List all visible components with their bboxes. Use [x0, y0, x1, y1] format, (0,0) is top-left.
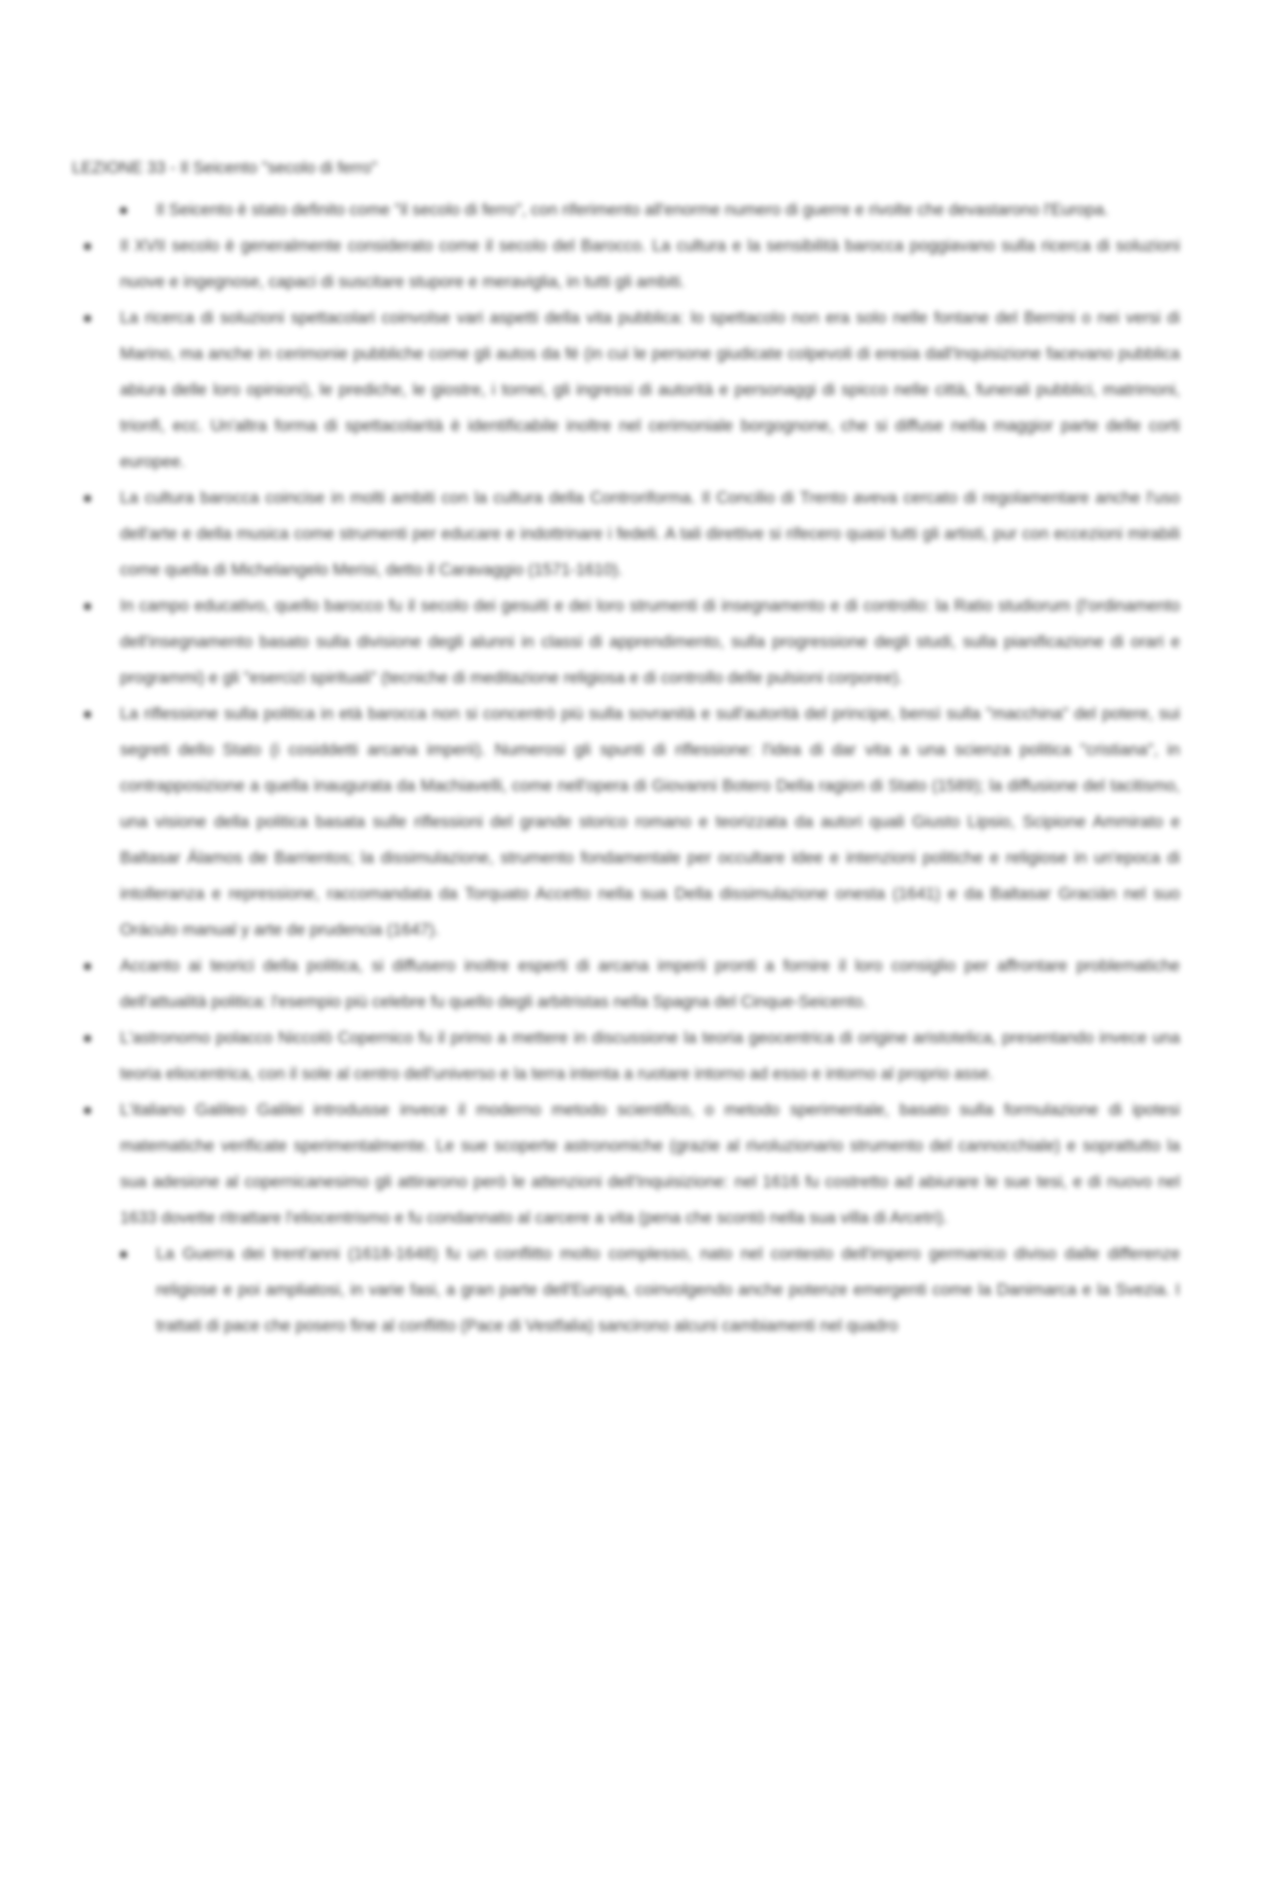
- list-item: In campo educativo, quello barocco fu il secolo dei gesuiti e dei loro strumenti di insegnamento e di controllo: la Ratio studiorum (l'ordinamento dell'insegnamento basato sulla divisione degli alunni in classi di apprendimento, sulla progressione degli studi, sulla pianificazione di orari e programmi) e gli "esercizi spirituali" (tecniche di meditazione religiosa e di controllo delle pulsioni corporee).: [72, 588, 1180, 696]
- list-item: Accanto ai teorici della politica, si diffusero inoltre esperti di arcana imperii pronti a fornire il loro consiglio per affrontare problematiche dell'attualità politica: l'esempio più celebre fu quello degli arbitristas nella Spagna del Cinque-Seicento.: [72, 948, 1180, 1020]
- lesson-heading: LEZIONE 33 - Il Seicento "secolo di ferro": [72, 159, 378, 177]
- list-item: Il XVII secolo è generalmente considerato come il secolo del Barocco. La cultura e la sensibilità barocca poggiavano sulla ricerca di soluzioni nuove e ingegnose, capaci di suscitare stupore e meraviglia, in tutti gli ambiti.: [72, 228, 1180, 300]
- list-item: La riflessione sulla politica in età barocca non si concentrò più sulla sovranità e sull'autorità del principe, bensì sulla "macchina" del potere, sui segreti dello Stato (i cosiddetti arcana imperii). Numerosi gli spunti di riflessione: l'idea di dar vita a una scienza politica "cristiana", in contrapposizione a quella inaugurata da Machiavelli, come nell'opera di Giovanni Botero Della ragion di Stato (1589); la diffusione del tacitismo, una visione della politica basata sulle riflessioni del grande storico romano e teorizzata da autori quali Giusto Lipsio, Scipione Ammirato e Baltasar Álamos de Barrientos; la dissimulazione, strumento fondamentale per occultare idee e intenzioni politiche e religiose in un'epoca di intolleranza e repressione, raccomandata da Torquato Accetto nella sua Della dissimulazione onesta (1641) e da Baltasar Gracián nel suo Oráculo manual y arte de prudencia (1647).: [72, 696, 1180, 948]
- list-item: La Guerra dei trent'anni (1618-1648) fu un conflitto molto complesso, nato nel contesto dell'impero germanico diviso dalle differenze religiose e poi ampliatosi, in varie fasi, a gran parte dell'Europa, coinvolgendo anche potenze emergenti come la Danimarca e la Svezia. I trattati di pace che posero fine al conflitto (Pace di Vestfalia) sancirono alcuni cambiamenti nel quadro: [72, 1236, 1180, 1344]
- list-item: La ricerca di soluzioni spettacolari coinvolse vari aspetti della vita pubblica: lo spettacolo non era solo nelle fontane del Bernini o nei versi di Marino, ma anche in cerimonie pubbliche come gli autos da fé (in cui le persone giudicate colpevoli di eresia dall'Inquisizione facevano pubblica abiura delle loro opinioni), le prediche, le giostre, i tornei, gli ingressi di autorità e personaggi di spicco nelle città, funerali pubblici, matrimoni, trionfi, ecc. Un'altra forma di spettacolarità è identificabile inoltre nel cerimoniale borgognone, che si diffuse nella maggior parte delle corti europee.: [72, 300, 1180, 480]
- document-body: [72, 150, 1180, 1344]
- list-item: La cultura barocca coincise in molti ambiti con la cultura della Controriforma. Il Concilio di Trento aveva cercato di regolamentare anche l'uso dell'arte e della musica come strumenti per educare e indottrinare i fedeli. A tali direttive si rifecero quasi tutti gli artisti, pur con eccezioni mirabili come quella di Michelangelo Merisi, detto il Caravaggio (1571-1610).: [72, 480, 1180, 588]
- bullet-list: [72, 192, 1180, 1344]
- list-item: L'astronomo polacco Niccolò Copernico fu il primo a mettere in discussione la teoria geocentrica di origine aristotelica, presentando invece una teoria eliocentrica, con il sole al centro dell'universo e la terra intenta a ruotare intorno ad esso e intorno al proprio asse.: [72, 1020, 1180, 1092]
- list-item: L'italiano Galileo Galilei introdusse invece il moderno metodo scientifico, o metodo sperimentale, basato sulla formulazione di ipotesi matematiche verificate sperimentalmente. Le sue scoperte astronomiche (grazie al rivoluzionario strumento del cannocchiale) e soprattutto la sua adesione al copernicanesimo gli attirarono però le attenzioni dell'Inquisizione: nel 1616 fu costretto ad abiurare le sue tesi, e di nuovo nel 1633 dovette ritrattare l'eliocentrismo e fu condannato al carcere a vita (pena che scontò nella sua villa di Arcetri).: [72, 1092, 1180, 1236]
- list-item: Il Seicento è stato definito come "il secolo di ferro", con riferimento all'enorme numero di guerre e rivolte che devastarono l'Europa.: [72, 192, 1180, 228]
